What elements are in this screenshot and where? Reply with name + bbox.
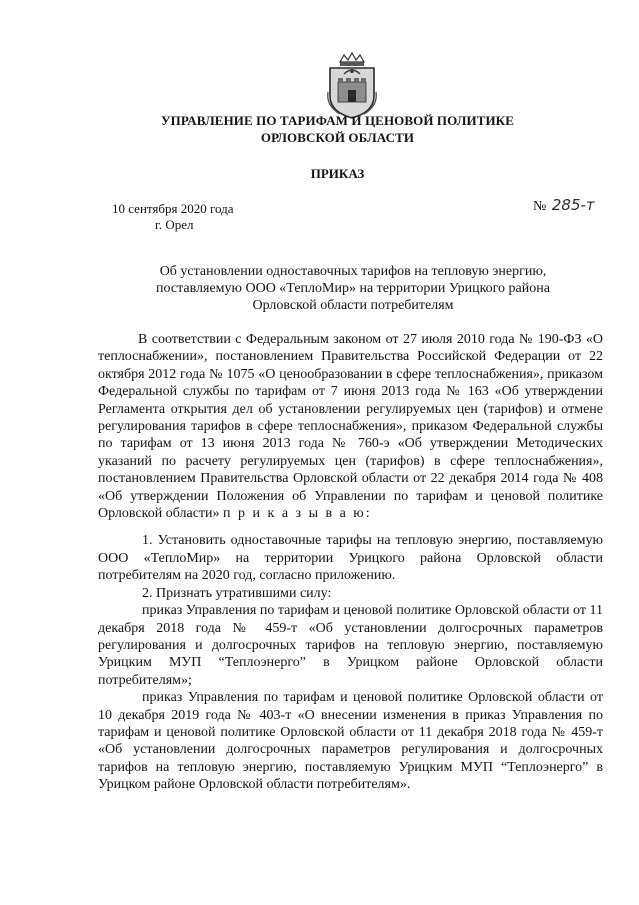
document-title xyxy=(120,263,586,314)
preamble-paragraph xyxy=(98,331,603,522)
coat-of-arms-icon xyxy=(324,52,380,120)
item-2a-paragraph: приказ Управления по тарифам и ценовой политике Орловской области от 11 декабря 2018 года № 459-т «Об установлении долгосрочных параметров регулирования и долгосрочных тарифов на тепловую энергию, поставляемую Урицким МУП “Теплоэнерго” в Урицком районе Орловской области потребителям»; xyxy=(98,603,603,688)
document-type: ПРИКАЗ xyxy=(310,166,365,181)
agency-name-line2: ОРЛОВСКОЙ ОБЛАСТИ xyxy=(260,130,415,145)
item-2-paragraph: 2. Признать утратившими силу: xyxy=(142,585,332,601)
title-line: поставляемую ООО «ТеплоМир» на территории Урицкого района xyxy=(156,281,550,296)
preamble-text: В соответствии с Федеральным законом от 27 июля 2010 года № 190-ФЗ «О теплоснабжении», постановлением Правительства Российской Федерации от 22 октября 2012 года № 1075 «О ценообразовании в сфере теплоснабжения», приказом Федеральной службы по тарифам от 7 июня 2013 года № 163 «Об утверждении Регламента открытия дел об установлении регулируемых цен (тарифов) и отмене регулирования тарифов в сфере теплоснабжения», приказом Федеральной службы по тарифам от 13 июня 2013 года № 760-э «Об утверждении Методических указаний по расчету регулируемых цен (тарифов) в сфере теплоснабжения», постановлением Правительства Орловской области от 22 декабря 2014 года № 408 «Об утверждении Положения об Управлении по тарифам и ценовой политике Орловской области» xyxy=(98,332,603,522)
title-line: Об установлении одноставочных тарифов на тепловую энергию, xyxy=(159,264,547,279)
document-number xyxy=(533,196,595,215)
document-city: г. Орел xyxy=(155,217,194,232)
title-line: Орловской области потребителям xyxy=(252,298,454,313)
document-body xyxy=(98,331,603,794)
item-2b-paragraph: приказ Управления по тарифам и ценовой политике Орловской области от 10 декабря 2019 года № 403-т «О внесении изменения в приказ Управления по тарифам и ценовой политике Орловской области от 11 декабря 2018 года № 459-т «Об установлении долгосрочных параметров регулирования и долгосрочных тарифов на тепловую энергию, поставляемую Урицким МУП “Теплоэнерго” в Урицком районе Орловской области потребителям». xyxy=(98,690,603,793)
agency-name-line1: УПРАВЛЕНИЕ ПО ТАРИФАМ И ЦЕНОВОЙ ПОЛИТИКЕ xyxy=(161,113,514,128)
preamble-verb: п р и к а з ы в а ю: xyxy=(223,506,372,522)
document-date: 10 сентября 2020 года xyxy=(112,201,234,216)
handwritten-number: 285-т xyxy=(551,196,595,214)
item-1-paragraph: 1. Установить одноставочные тарифы на тепловую энергию, поставляемую ООО «ТеплоМир» на территории Урицкого района Орловской области потребителям на 2020 год, согласно приложению. xyxy=(98,533,603,584)
number-sign: № xyxy=(533,199,547,214)
